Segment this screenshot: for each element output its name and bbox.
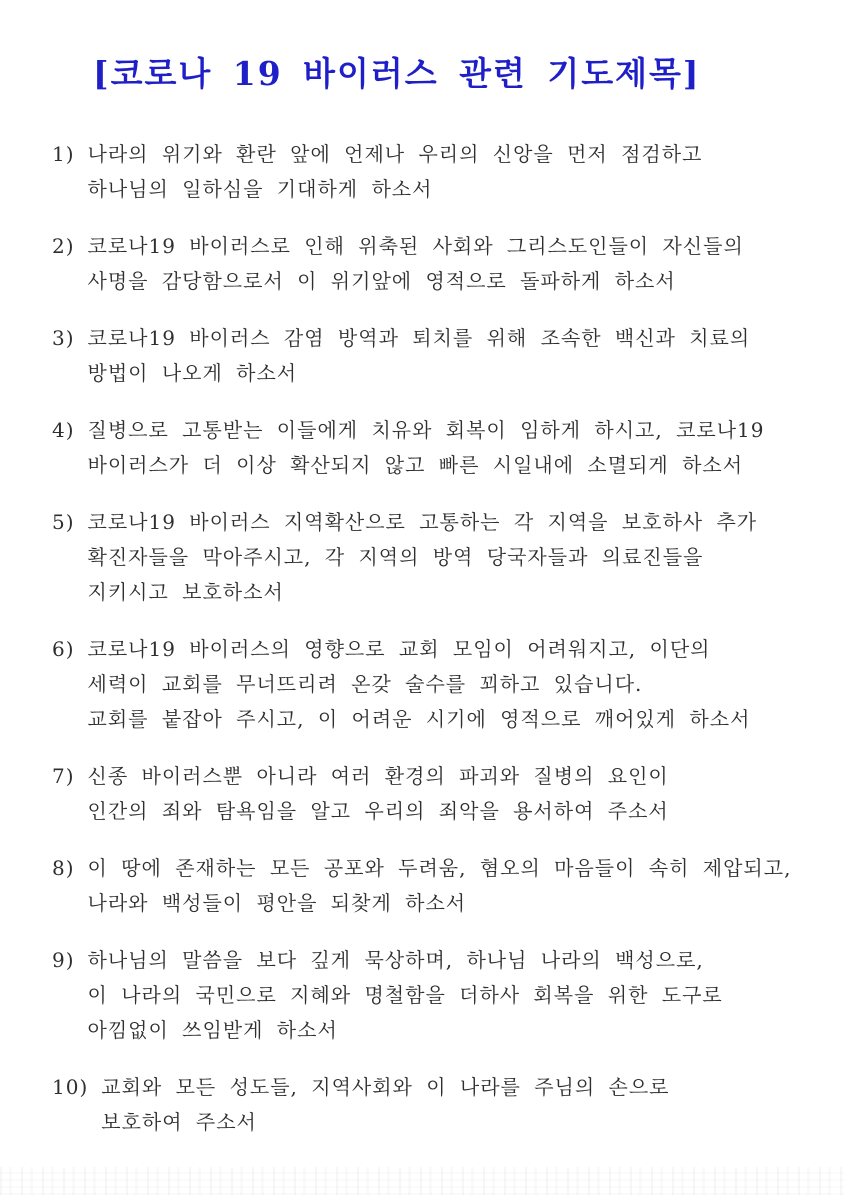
item-number: 5): [52, 510, 75, 534]
text-line: 이 땅에 존재하는 모든 공포와 두려움, 혐오의 마음들이 속히 제압되고,: [87, 856, 792, 880]
text-line: 나라와 백성들이 평안을 되찾게 하소서: [87, 891, 467, 915]
item-text: [88, 943, 845, 1048]
text-line: 코로나19 바이러스의 영향으로 교회 모임이 어려워지고, 이단의: [87, 637, 711, 661]
item-number: 8): [52, 856, 75, 880]
text-line: 신종 바이러스뿐 아니라 여러 환경의 파괴와 질병의 요인이: [87, 764, 669, 788]
scan-noise-artifact: [0, 1167, 845, 1195]
item-number: 10): [52, 1075, 89, 1099]
page-title: [코로나 19 바이러스 관련 기도제목]: [93, 54, 701, 93]
item-number: 4): [52, 418, 75, 442]
list-item: [52, 413, 845, 483]
item-text: [88, 229, 845, 299]
item-number: 6): [52, 637, 75, 661]
text-line: 확진자들을 막아주시고, 각 지역의 방역 당국자들과 의료진들을: [87, 545, 704, 569]
list-item: [52, 505, 845, 610]
text-line: 교회와 모든 성도들, 지역사회와 이 나라를 주님의 손으로: [101, 1075, 670, 1099]
item-text: [88, 321, 845, 391]
text-line: 코로나19 바이러스 지역확산으로 고통하는 각 지역을 보호하사 추가: [87, 510, 758, 534]
item-number: 1): [52, 142, 75, 166]
item-text: [101, 1070, 845, 1140]
text-line: 사명을 감당함으로서 이 위기앞에 영적으로 돌파하게 하소서: [87, 269, 676, 293]
item-text: [88, 632, 845, 737]
list-item: [52, 321, 845, 391]
item-text: [88, 137, 845, 207]
item-text: [88, 505, 845, 610]
item-text: [88, 413, 845, 483]
prayer-list: [0, 137, 845, 1140]
text-line: 나라의 위기와 환란 앞에 언제나 우리의 신앙을 먼저 점검하고: [87, 142, 703, 166]
text-line: 하나님의 일하심을 기대하게 하소서: [87, 177, 433, 201]
text-line: 인간의 죄와 탐욕임을 알고 우리의 죄악을 용서하여 주소서: [87, 799, 669, 823]
list-item: [52, 229, 845, 299]
list-item: [52, 137, 845, 207]
text-line: 하나님의 말씀을 보다 깊게 묵상하며, 하나님 나라의 백성으로,: [87, 948, 704, 972]
item-text: [88, 851, 845, 921]
item-text: [88, 759, 845, 829]
text-line: 아낌없이 쓰임받게 하소서: [87, 1018, 338, 1042]
list-item: [52, 943, 845, 1048]
text-line: 세력이 교회를 무너뜨리려 온갖 술수를 꾀하고 있습니다.: [87, 672, 643, 696]
list-item: [52, 851, 845, 921]
text-line: 지키시고 보호하소서: [87, 580, 284, 604]
text-line: 방법이 나오게 하소서: [87, 361, 298, 385]
item-number: 3): [52, 326, 75, 350]
text-line: 질병으로 고통받는 이들에게 치유와 회복이 임하게 하시고, 코로나19: [87, 418, 765, 442]
text-line: 이 나라의 국민으로 지혜와 명철함을 더하사 회복을 위한 도구로: [87, 983, 723, 1007]
list-item: [52, 1070, 845, 1140]
text-line: 보호하여 주소서: [101, 1110, 257, 1134]
list-item: [52, 759, 845, 829]
text-line: 코로나19 바이러스로 인해 위축된 사회와 그리스도인들이 자신들의: [87, 234, 744, 258]
list-item: [52, 632, 845, 737]
item-number: 2): [52, 234, 75, 258]
text-line: 코로나19 바이러스 감염 방역과 퇴치를 위해 조속한 백신과 치료의: [87, 326, 751, 350]
text-line: 교회를 붙잡아 주시고, 이 어려운 시기에 영적으로 깨어있게 하소서: [87, 707, 751, 731]
item-number: 9): [52, 948, 75, 972]
item-number: 7): [52, 764, 75, 788]
text-line: 바이러스가 더 이상 확산되지 않고 빠른 시일내에 소멸되게 하소서: [87, 453, 744, 477]
